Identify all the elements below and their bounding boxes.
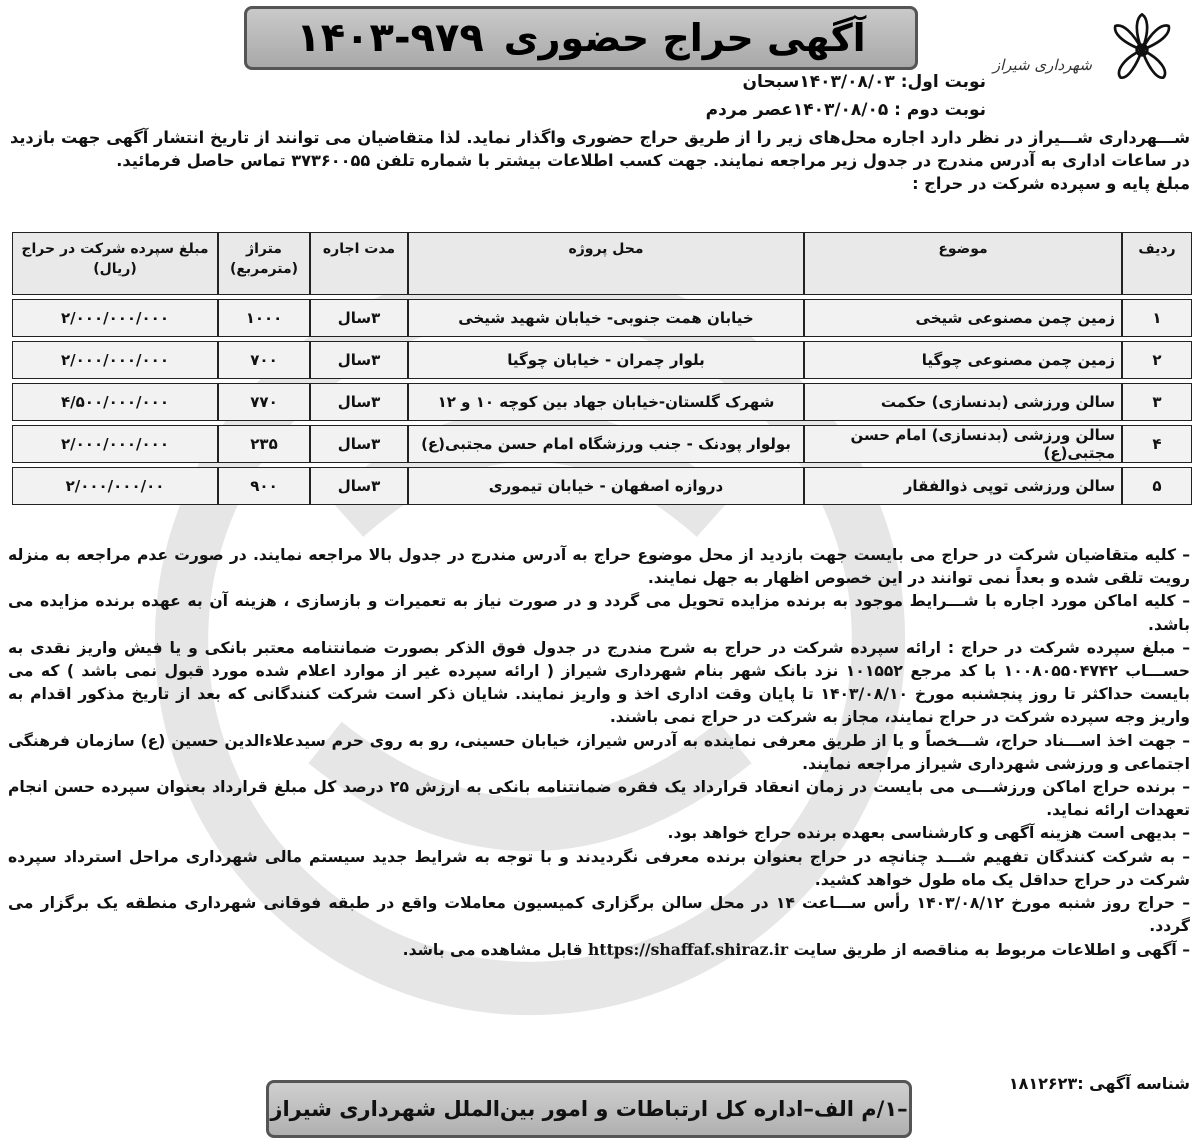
- cell-duration: ۳سال: [310, 425, 408, 463]
- website-text-before: – آگهی و اطلاعات مربوط به مناقصه از طریق سایت: [793, 941, 1190, 960]
- cell-area: ۱۰۰۰: [218, 299, 310, 337]
- auction-items-table: [12, 228, 1192, 509]
- cell-area: ۹۰۰: [218, 467, 310, 505]
- logo-text: شهرداری شیراز: [992, 56, 1092, 74]
- notice-title: آگهی حراج حضوری: [503, 16, 866, 60]
- term-item: – کلیه متقاضیان شرکت در حراج می بایست جهت بازدید از محل موضوع حراج به آدرس مندرج در جدول بالا مراجعه نمایند. در صورت عدم مراجعه به منزله رویت تلقی شده و بعداً نمی توانند در این خصوص اظهار به جهل نمایند.: [8, 546, 1190, 588]
- first-round: نوبت اول: ۱۴۰۳/۰۸/۰۳سبحان: [742, 72, 986, 92]
- terms-section: [8, 544, 1190, 963]
- term-item: – بدیهی است هزینه آگهی و کارشناسی بعهده برنده حراج خواهد بود.: [667, 824, 1190, 843]
- intro-table-caption: مبلغ پایه و سپرده شرکت در حراج :: [912, 174, 1190, 193]
- term-item-website: [8, 938, 1190, 962]
- term-item: – به شرکت کنندگان تفهیم شـــد چنانچه در حراج بعنوان برنده معرفی نگردیدند و با توجه به شرایط جدید سیستم مالی شهرداری مراحل استرداد سپرده شرکت در حراج حداقل یک ماه طول خواهد کشید.: [8, 847, 1190, 889]
- cell-area: ۲۳۵: [218, 425, 310, 463]
- term-item: – برنده حراج اماکن ورزشـــی می بایست در زمان انعقاد قرارداد یک فقره ضمانتنامه بانکی به ارزش ۲۵ درصد کل مبلغ قرارداد بعنوان سپرده حسن انجام تعهدات ارائه نماید.: [8, 778, 1190, 820]
- cell-row-number: ۳: [1122, 383, 1192, 421]
- table-row: [12, 341, 1192, 379]
- website-text-after: قابل مشاهده می باشد.: [402, 941, 583, 960]
- table-row: [12, 425, 1192, 463]
- notice-number: ۱۴۰۳-۹۷۹: [296, 15, 484, 61]
- cell-location: بولوار پودنک - جنب ورزشگاه امام حسن مجتبی(ع): [408, 425, 804, 463]
- header-location: محل پروژه: [408, 232, 804, 295]
- cell-location: بلوار چمران - خیابان چوگیا: [408, 341, 804, 379]
- cell-deposit: ۲/۰۰۰/۰۰۰/۰۰: [12, 467, 218, 505]
- cell-location: شهرک گلستان-خیابان جهاد بین کوچه ۱۰ و ۱۲: [408, 383, 804, 421]
- header-duration: مدت اجاره: [310, 232, 408, 295]
- cell-subject: سالن ورزشی توپی ذوالفقار: [804, 467, 1122, 505]
- cell-subject: زمین چمن مصنوعی شیخی: [804, 299, 1122, 337]
- website-link[interactable]: https://shaffaf.shiraz.ir: [588, 940, 789, 960]
- intro-paragraph: شـــهرداری شـــیراز در نظر دارد اجاره محل‌های زیر را از طریق حراج حضوری واگذار نماید. لذا متقاضیان می توانند از تاریخ انتشار آگهی جهت بازدید در ساعات اداری به آدرس مندرج در جدول زیر مراجعه نمایند. جهت کسب اطلاعات بیشتر با شماره تلفن ۳۷۳۶۰۰۵۵ تماس حاصل فرمائید.: [10, 128, 1190, 170]
- table-row: [12, 383, 1192, 421]
- cell-location: دروازه اصفهان - خیابان تیموری: [408, 467, 804, 505]
- cell-area: ۷۰۰: [218, 341, 310, 379]
- header-row-number: ردیف: [1122, 232, 1192, 295]
- table-row: [12, 299, 1192, 337]
- cell-duration: ۳سال: [310, 299, 408, 337]
- cell-row-number: ۲: [1122, 341, 1192, 379]
- cell-row-number: ۱: [1122, 299, 1192, 337]
- term-item: – مبلغ سپرده شرکت در حراج : ارائه سپرده شرکت در حراج به شرح مندرج در جدول فوق الذکر بصورت ضمانتنامه معتبر بانکی و یا فیش واریز نقدی به حســـاب ۱۰۰۸۰۵۵۰۴۷۴۲ با کد مرجع ۱۰۱۵۵۲ نزد بانک شهر بنام شهرداری شیراز ( ارائه سپرده غیر از موارد اعلام شده مورد قبول نمی باشد ) که می بایست حداکثر تا روز پنجشنبه مورخ ۱۴۰۳/۰۸/۱۰ تا پایان وقت اداری اخذ و واریز نمایند. شایان ذکر است شرکت کنندگانی که بعد از تاریخ مذکور اقدام به واریز وجه سپرده شرکت در حراج نمایند، مجاز به شرکت در حراج نمی باشند.: [8, 638, 1190, 727]
- cell-row-number: ۵: [1122, 467, 1192, 505]
- header-deposit: مبلغ سپرده شرکت در حراج (ریال): [12, 232, 218, 295]
- footer-banner: [266, 1080, 912, 1138]
- cell-duration: ۳سال: [310, 341, 408, 379]
- table-row: [12, 467, 1192, 505]
- notice-id: شناسه آگهی :۱۸۱۲۶۲۳: [1008, 1074, 1190, 1093]
- cell-subject: سالن ورزشی (بدنسازی) امام حسن مجتبی(ع): [804, 425, 1122, 463]
- shiraz-municipality-logo: [1096, 10, 1188, 90]
- cell-duration: ۳سال: [310, 467, 408, 505]
- header-subject: موضوع: [804, 232, 1122, 295]
- cell-deposit: ۲/۰۰۰/۰۰۰/۰۰۰: [12, 341, 218, 379]
- second-round: نوبت دوم : ۱۴۰۳/۰۸/۰۵عصر مردم: [705, 100, 986, 120]
- cell-subject: زمین چمن مصنوعی چوگیا: [804, 341, 1122, 379]
- header-area: متراژ (مترمربع): [218, 232, 310, 295]
- term-item: – حراج روز شنبه مورخ ۱۴۰۳/۰۸/۱۲ رأس ســـاعت ۱۴ در محل سالن برگزاری کمیسیون معاملات واقع در طبقه فوقانی شهرداری منطقه یک برگزار می گردد.: [8, 894, 1191, 936]
- term-item: – کلیه اماکن مورد اجاره با شـــرایط موجود به برنده مزایده تحویل می گردد و در صورت نیاز به تعمیرات و بازسازی ، هزینه آن به عهده برنده مزایده می باشد.: [8, 592, 1190, 634]
- cell-area: ۷۷۰: [218, 383, 310, 421]
- cell-duration: ۳سال: [310, 383, 408, 421]
- title-banner: [244, 6, 918, 70]
- intro-text: [10, 126, 1190, 195]
- table-header-row: [12, 232, 1192, 295]
- cell-deposit: ۴/۵۰۰/۰۰۰/۰۰۰: [12, 383, 218, 421]
- cell-location: خیابان همت جنوبی- خیابان شهید شیخی: [408, 299, 804, 337]
- cell-row-number: ۴: [1122, 425, 1192, 463]
- footer-text: –۱/م الف–اداره کل ارتباطات و امور بین‌الملل شهرداری شیراز: [270, 1097, 908, 1121]
- cell-subject: سالن ورزشی (بدنسازی) حکمت: [804, 383, 1122, 421]
- cell-deposit: ۲/۰۰۰/۰۰۰/۰۰۰: [12, 299, 218, 337]
- cell-deposit: ۲/۰۰۰/۰۰۰/۰۰۰: [12, 425, 218, 463]
- term-item: – جهت اخذ اســـناد حراج، شـــخصاً و یا از طریق معرفی نماینده به آدرس شیراز، خیابان حسینی، رو به روی حرم سیدعلاءالدین حسین (ع) سازمان فرهنگی اجتماعی و ورزشی شهرداری شیراز مراجعه نمایند.: [8, 731, 1190, 773]
